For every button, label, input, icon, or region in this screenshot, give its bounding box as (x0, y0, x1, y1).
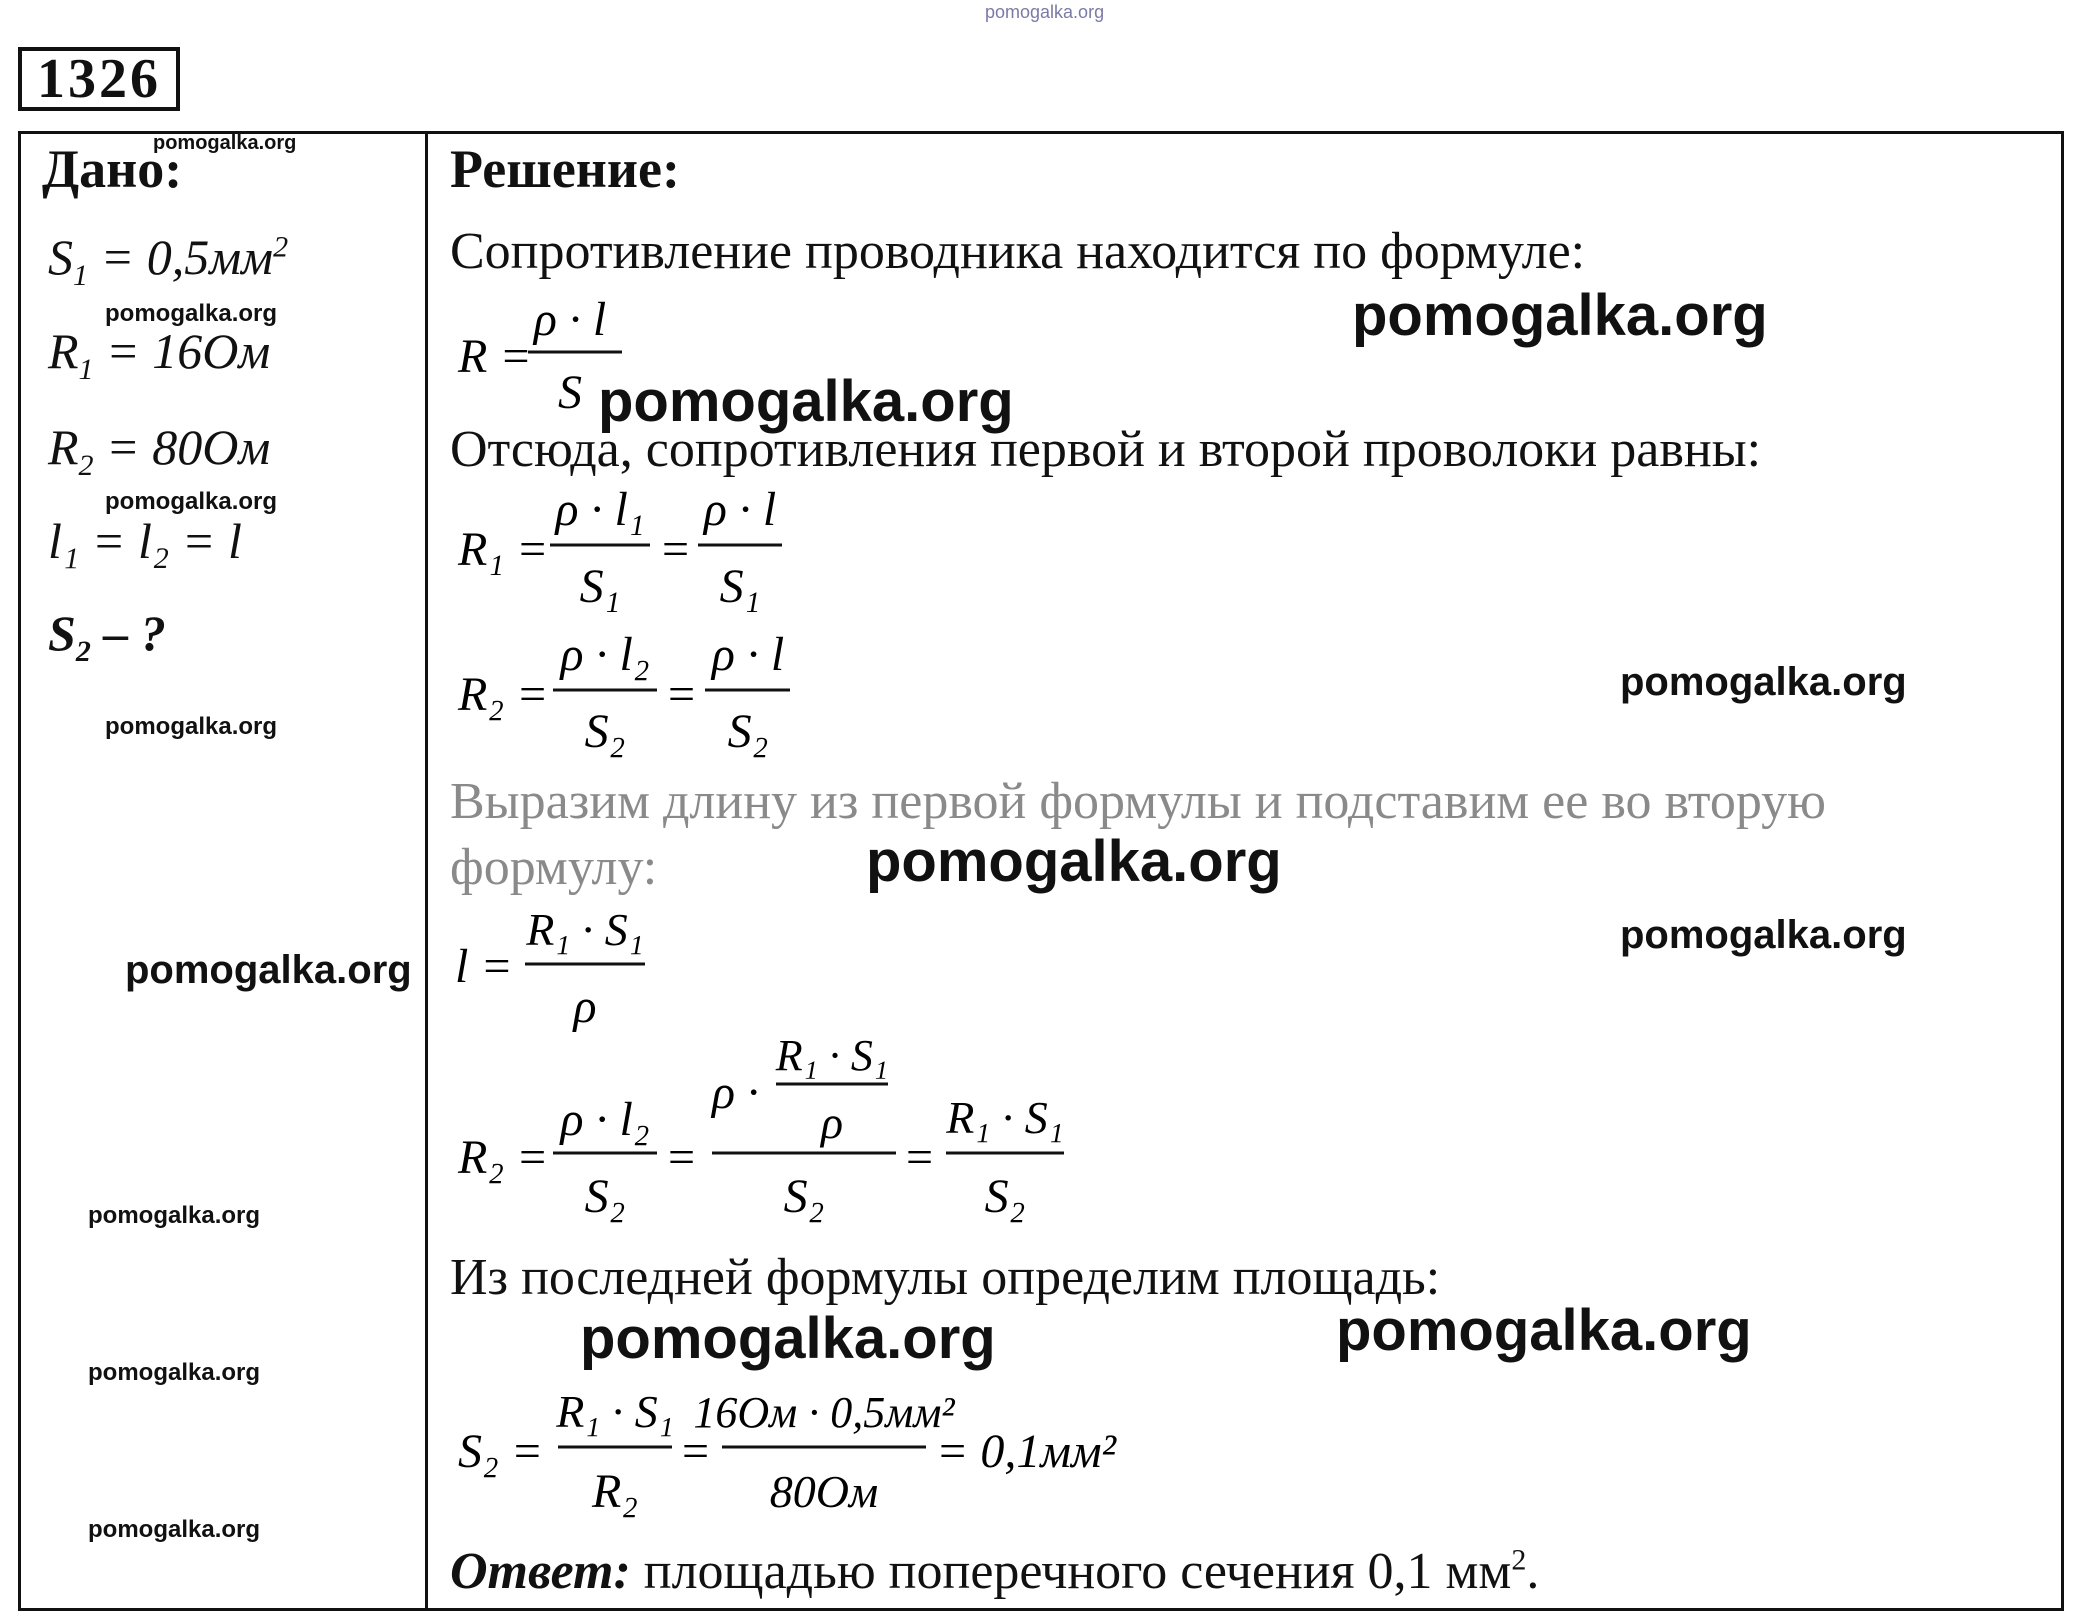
formula-denominator: ρ (573, 980, 597, 1033)
formula-lhs: R₂ = (458, 1131, 549, 1184)
solution-line-3b: формулу: (450, 839, 658, 896)
formula-numerator: ρ · l₁ (555, 483, 645, 536)
equals-sign: = (906, 1131, 934, 1184)
top-watermark: pomogalka.org (985, 2, 1105, 22)
watermark: pomogalka.org (580, 1306, 996, 1371)
given-s1: $S_1 = 0,5мм^2$ (48, 229, 289, 292)
formula-lhs: S₂ = (458, 1425, 544, 1478)
formula-denominator: R₂ (591, 1465, 639, 1518)
formula-inner-denominator: ρ (820, 1097, 844, 1148)
watermark: pomogalka.org (1620, 913, 1907, 957)
given-lengths: l₁ = l₂ = l (48, 513, 242, 569)
watermark: pomogalka.org (88, 1202, 261, 1229)
formula-numerator: ρ · l (711, 628, 785, 681)
equals-sign: = (662, 523, 690, 576)
formula-numerator: ρ · l (703, 483, 777, 536)
formula-numerator: ρ · l₂ (560, 628, 650, 681)
watermark: pomogalka.org (105, 300, 278, 327)
equals-sign: = (668, 668, 696, 721)
formula-r1 (450, 480, 810, 620)
column-divider (425, 131, 428, 1611)
formula-denominator: S₂ (584, 1170, 626, 1223)
equals-sign: = (668, 1131, 696, 1184)
formula-area (450, 1385, 1250, 1525)
watermark: pomogalka.org (1352, 283, 1768, 348)
answer-label: Ответ: (450, 1543, 631, 1600)
answer-text: площадью поперечного сечения 0,1 мм (630, 1543, 1512, 1600)
given-unknown: $S_2$ – ? (48, 605, 166, 668)
given-r2: $R_2 = 80Ом$ (48, 419, 271, 482)
watermark: pomogalka.org (125, 948, 412, 992)
equals-sign: = (682, 1425, 710, 1478)
formula-denominator: S₂ (783, 1170, 825, 1223)
watermark: pomogalka.org (105, 488, 278, 515)
formula-lhs: R₂ = (458, 668, 549, 721)
problem-number: 1326 (18, 47, 180, 111)
watermark: pomogalka.org (105, 713, 278, 740)
formula-r2-substituted (450, 1040, 1090, 1240)
formula-denominator: S₂ (984, 1170, 1026, 1223)
watermark: pomogalka.org (153, 132, 297, 154)
formula-numerator: 16Ом · 0,5мм² (693, 1388, 955, 1437)
watermark: pomogalka.org (1336, 1298, 1752, 1363)
solution-line-2: Отсюда, сопротивления первой и второй проволоки равны: (450, 421, 1762, 478)
formula-numerator: ρ · l (533, 293, 607, 346)
formula-denominator: S₁ (719, 560, 761, 613)
formula-lhs: R₁ = (458, 523, 549, 576)
watermark: pomogalka.org (598, 369, 1014, 434)
formula-lhs: l = (455, 940, 513, 993)
formula-r2 (450, 625, 810, 765)
answer: Ответ: площадью поперечного сечения 0,1 $мм^2$. (450, 1543, 1540, 1600)
formula-numerator: ρ · l₂ (560, 1093, 650, 1146)
formula-lhs: R = (458, 330, 532, 383)
given-title: Дано: (42, 139, 183, 199)
formula-denominator: S₂ (727, 705, 769, 758)
watermark: pomogalka.org (1620, 660, 1907, 704)
formula-numerator: R₁ · S₁ (526, 904, 644, 955)
solution-line-3a: Выразим длину из первой формулы и подставим ее во вторую (450, 773, 1826, 830)
formula-length (450, 900, 690, 1040)
formula-result: = 0,1мм² (936, 1425, 1117, 1478)
formula-denominator: S₁ (579, 560, 621, 613)
formula-inner-numerator: R₁ · S₁ (775, 1040, 889, 1080)
formula-numerator: R₁ · S₁ (946, 1092, 1064, 1143)
watermark: pomogalka.org (88, 1516, 261, 1543)
formula-rho: ρ · (712, 1066, 760, 1119)
given-r1: $R_1 = 16Ом$ (48, 323, 271, 386)
formula-denominator: S₂ (584, 705, 626, 758)
solution-line-4: Из последней формулы определим площадь: (450, 1249, 1441, 1306)
watermark: pomogalka.org (866, 829, 1282, 894)
formula-denominator: 80Ом (769, 1466, 879, 1517)
formula-denominator: S (558, 366, 582, 419)
solution-title: Решение: (450, 139, 680, 199)
solution-line-1: Сопротивление проводника находится по формуле: (450, 223, 1586, 280)
watermark: pomogalka.org (88, 1359, 261, 1386)
formula-numerator: R₁ · S₁ (556, 1386, 674, 1437)
